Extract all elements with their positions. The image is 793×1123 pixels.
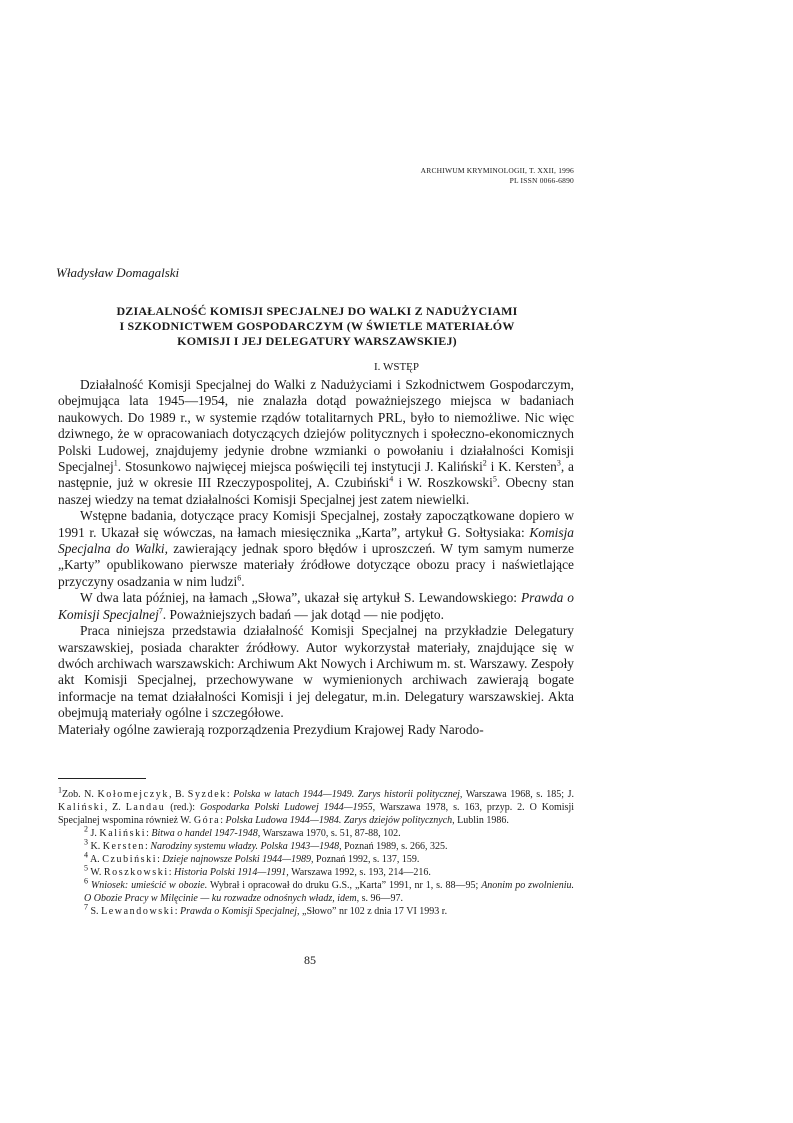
- text-run: Działalność Komisji Specjalnej do Walki z Nadużyciami i Szkodnictwem Gospodarczym, obejmująca lata 1945—1954, nie znalazła dotąd poważniejszego miejsca w badaniach naukowych. Do 1989 r., w systemie rządów totalitarnych PRL, było to niemożliwe. Nic więc dziwnego, że w opracowaniach dotyczących dziejów politycznych i społeczno-ekonomicznych Polski Ludowej, znajdujemy jedynie drobne wzmianki o powołaniu i działalności Komisji Specjalnej: [58, 377, 574, 475]
- text-run: Warszawa 1978, s. 163, przyp. 2. O Komisji Specjalnej wspomina również W.: [58, 802, 575, 826]
- footnote: [58, 863, 574, 879]
- text-run: (red.):: [165, 802, 200, 813]
- text-run: W.: [90, 867, 104, 878]
- italic-title: Prawda o Komisji Specjalnej: [58, 590, 574, 622]
- footnote: [58, 837, 574, 853]
- paragraph: Materiały ogólne zawierają rozporządzenia Prezydium Krajowej Rady Narodo-: [58, 721, 484, 737]
- footnote-ref: 7: [158, 606, 163, 616]
- text-run: :: [146, 828, 152, 839]
- book-title: Wniosek: umieścić w obozie.: [90, 880, 208, 891]
- text-run: . Stosunkowo najwięcej miejsca poświęcili tej instytucji J. Kaliński: [117, 459, 483, 475]
- title-line: I SZKODNICTWEM GOSPODARCZYM (W ŚWIETLE MATERIAŁÓW: [119, 319, 515, 333]
- section-heading: I. WSTĘP: [373, 361, 420, 373]
- text-run: A.: [89, 854, 103, 865]
- text-run: :: [226, 789, 234, 800]
- text-run: Poznań 1989, s. 266, 325.: [341, 841, 448, 852]
- book-title: Bitwa o handel 1947-1948,: [151, 828, 261, 839]
- author-ref: Kaliński: [58, 802, 105, 813]
- text-run: W dwa lata później, na łamach „Słowa”, ukazał się artykuł S. Lewandowskiego:: [80, 590, 521, 606]
- text-run: .: [241, 573, 245, 589]
- text-run: . Obecny stan naszej wiedzy na temat działalności Komisji Specjalnej jest zatem niewielki.: [58, 475, 575, 507]
- footnote: [58, 824, 574, 840]
- book-title: Gospodarka Polski Ludowej 1944—1955,: [199, 802, 376, 813]
- text-run: J.: [90, 828, 100, 839]
- text-run: Zob. N.: [62, 789, 98, 800]
- author-ref: Kaliński: [99, 828, 147, 839]
- author-ref: Landau: [125, 802, 166, 813]
- text-run: Wstępne badania, dotyczące pracy Komisji Specjalnej, zostały zapoczątkowane dopiero w 1991 r. Ukazał się wówczas, na łamach miesięcznika „Karta”, artykuł G. Sołtysiaka:: [58, 508, 574, 540]
- footnote-separator: [58, 778, 146, 779]
- footnote: [58, 876, 574, 905]
- book-title: Dzieje najnowsze Polski 1944—1989,: [162, 854, 314, 865]
- footnote-number: 2: [84, 824, 88, 834]
- footnote: [58, 850, 574, 866]
- text-run: zawierający jednak sporo błędów i uproszczeń. W tym samym numerze „Karty” opublikowano pierwsze materiały źródłowe dotyczące obozu pracy i naświetlające przyczyny osadzania w nim ludzi: [58, 541, 574, 589]
- text-run: :: [168, 867, 175, 878]
- journal-name: ARCHIWUM KRYMINOLOGII, T. XXII, 1996: [420, 166, 574, 175]
- text-run: i K. Kersten: [486, 459, 557, 475]
- footnote-ref: 5: [492, 474, 497, 484]
- title-line: KOMISJI I JEJ DELEGATURY WARSZAWSKIEJ): [177, 334, 457, 348]
- paragraph: [58, 377, 574, 508]
- author-ref: Kersten: [102, 841, 146, 852]
- body-text: [58, 377, 574, 738]
- text-run: :: [220, 815, 226, 826]
- text-run: „Słowo” nr 102 z dnia 17 VI 1993 r.: [299, 906, 448, 917]
- footnote-ref: 1: [113, 458, 118, 468]
- text-run: Poznań 1992, s. 137, 159.: [313, 854, 420, 865]
- author-ref: Góra: [193, 815, 221, 826]
- footnote-ref: 3: [556, 458, 561, 468]
- text-run: Lublin 1986.: [454, 815, 509, 826]
- author-ref: Kołomejczyk: [97, 789, 169, 800]
- paragraph: Praca niniejsza przedstawia działalność Komisji Specjalnej na przykładzie Delegatury warszawskiej, posiada charakter źródłowy. Autor wykorzystał materiały, znajdujące się w dwóch archiwach warszawskich: Archiwum Akt Nowych i Archiwum m. st. Warszawy. Zespoły akt Komisji Specjalnej, przechowywane w wymienionych archiwach zawierają bogate informacje na temat działalności Komisji i jej delegatur, m.in. Delegatury warszawskiej. Akta obejmują materiały ogólne i szczegółowe.: [58, 623, 574, 721]
- author-ref: Syzdek: [187, 789, 227, 800]
- text-run: . Poważniejszych badań — jak dotąd — nie podjęto.: [162, 606, 444, 622]
- book-title: Polska Ludowa 1944—1984. Zarys dziejów politycznych,: [225, 815, 455, 826]
- author-ref: Roszkowski: [103, 867, 169, 878]
- footnote-ref: 4: [389, 474, 394, 484]
- text-run: , a następnie, już w okresie III Rzeczypospolitej, A. Czubiński: [58, 459, 574, 491]
- book-title: Prawda o Komisji Specjalnej,: [180, 906, 300, 917]
- text-run: Wybrał i opracował do druku G.S., „Karta” 1991, nr 1, s. 88—95;: [207, 880, 482, 891]
- italic-title: Komisja Specjalna do Walki,: [58, 524, 574, 557]
- text-run: , Z.: [104, 802, 126, 813]
- text-run: i W. Roszkowski: [393, 475, 493, 491]
- text-run: :: [157, 854, 163, 865]
- text-run: Warszawa 1968, s. 185; J.: [462, 789, 575, 800]
- article-title: [80, 304, 554, 349]
- footnote-ref: 2: [482, 458, 487, 468]
- page-number: 85: [304, 953, 316, 967]
- paragraph: [58, 590, 574, 623]
- footnote-number: 5: [84, 863, 88, 873]
- book-title: Historia Polski 1914—1991,: [174, 867, 289, 878]
- footnote-number: 4: [84, 850, 88, 860]
- paragraph: [58, 508, 574, 590]
- book-title: Anonim po zwolnieniu. O Obozie Pracy w Milęcinie — ku rozwadze odnośnych władz, idem,: [84, 880, 574, 904]
- footnote-number: 7: [84, 902, 88, 912]
- book-title: Narodziny systemu władzy. Polska 1943—1948,: [150, 841, 342, 852]
- journal-reference: [421, 166, 574, 186]
- journal-issn: PL ISSN 0066-6890: [509, 176, 574, 185]
- footnote-number: 1: [58, 785, 62, 795]
- author-ref: Lewandowski: [101, 906, 175, 917]
- book-title: Polska w latach 1944—1949. Zarys historii politycznej,: [233, 789, 463, 800]
- text-run: :: [145, 841, 151, 852]
- title-line: DZIAŁALNOŚĆ KOMISJI SPECJALNEJ DO WALKI Z NADUŻYCIAMI: [116, 304, 518, 318]
- footnotes: [58, 785, 575, 918]
- footnote: [58, 902, 574, 918]
- author-name: Władysław Domagalski: [56, 265, 180, 280]
- text-run: :: [174, 906, 181, 917]
- text-run: Warszawa 1970, s. 51, 87-88, 102.: [260, 828, 401, 839]
- text-run: s. 96—97.: [359, 893, 404, 904]
- footnote: [58, 785, 575, 827]
- text-run: Warszawa 1992, s. 193, 214—216.: [288, 867, 431, 878]
- text-run: S.: [90, 906, 102, 917]
- footnote-ref: 6: [237, 573, 242, 583]
- footnote-number: 6: [84, 876, 88, 886]
- text-run: K.: [90, 841, 103, 852]
- author-ref: Czubiński: [102, 854, 158, 865]
- footnote-number: 3: [84, 837, 88, 847]
- text-run: , B.: [168, 789, 188, 800]
